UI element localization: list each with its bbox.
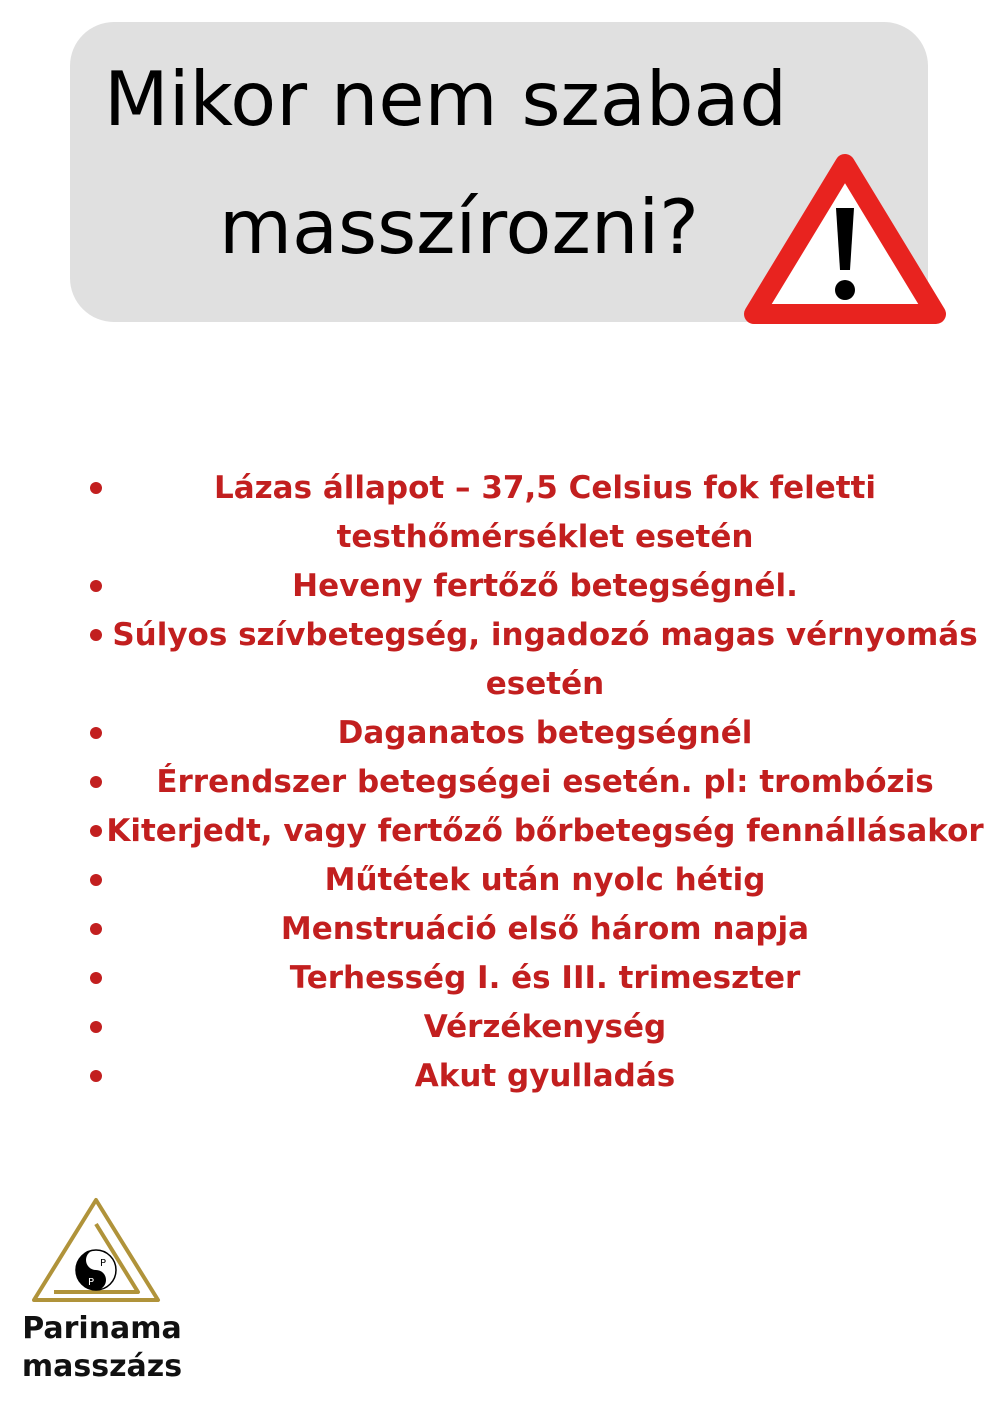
bullet-icon: [90, 482, 102, 494]
condition-text: Akut gyulladás: [414, 1058, 676, 1094]
bullet-icon: [90, 776, 102, 788]
bullet-icon: [90, 1021, 102, 1033]
condition-text: Terhesség I. és III. trimeszter: [289, 960, 801, 996]
bullet-icon: [90, 874, 102, 886]
condition-text: Kiterjedt, vagy fertőző bőrbetegség fennállásakor: [106, 813, 984, 849]
conditions-list: [80, 464, 990, 1101]
condition-text: Menstruáció első három napja: [280, 911, 810, 947]
bullet-icon: [90, 1070, 102, 1082]
logo-letter-bottom: P: [88, 1277, 95, 1288]
brand-name: [12, 1310, 192, 1386]
condition-text: Vérzékenység: [423, 1009, 667, 1045]
condition-text: Súlyos szívbetegség, ingadozó magas vérnyomás esetén: [112, 617, 978, 702]
condition-text: Lázas állapot – 37,5 Celsius fok feletti testhőmérséklet esetén: [213, 470, 877, 555]
bullet-icon: [90, 825, 102, 837]
condition-text: Műtétek után nyolc hétig: [324, 862, 766, 898]
condition-text: Érrendszer betegségei esetén. pl: trombózis: [156, 764, 934, 800]
condition-item: [80, 856, 990, 905]
condition-item: [80, 1052, 990, 1101]
condition-text: Daganatos betegségnél: [337, 715, 753, 751]
logo-letter-top: P: [100, 1258, 107, 1269]
condition-item: [80, 758, 990, 807]
condition-item: [80, 905, 990, 954]
bullet-icon: [90, 972, 102, 984]
condition-item: [80, 709, 990, 758]
bullet-icon: [90, 629, 102, 641]
page-title-line-2: masszírozni?: [219, 183, 699, 271]
page-title-line-1: Mikor nem szabad: [104, 55, 788, 143]
condition-item: [80, 611, 990, 709]
condition-item: [80, 562, 990, 611]
condition-item: [80, 807, 990, 856]
condition-item: [80, 464, 990, 562]
bullet-icon: [90, 923, 102, 935]
brand-name-line-1: Parinama: [22, 1311, 182, 1346]
condition-item: [80, 954, 990, 1003]
yin-yang-triangle-logo: [30, 1196, 162, 1306]
condition-item: [80, 1003, 990, 1052]
brand-name-line-2: masszázs: [21, 1349, 183, 1384]
condition-text: Heveny fertőző betegségnél.: [292, 568, 798, 604]
bullet-icon: [90, 727, 102, 739]
warning-triangle-icon: [740, 150, 950, 328]
bullet-icon: [90, 580, 102, 592]
